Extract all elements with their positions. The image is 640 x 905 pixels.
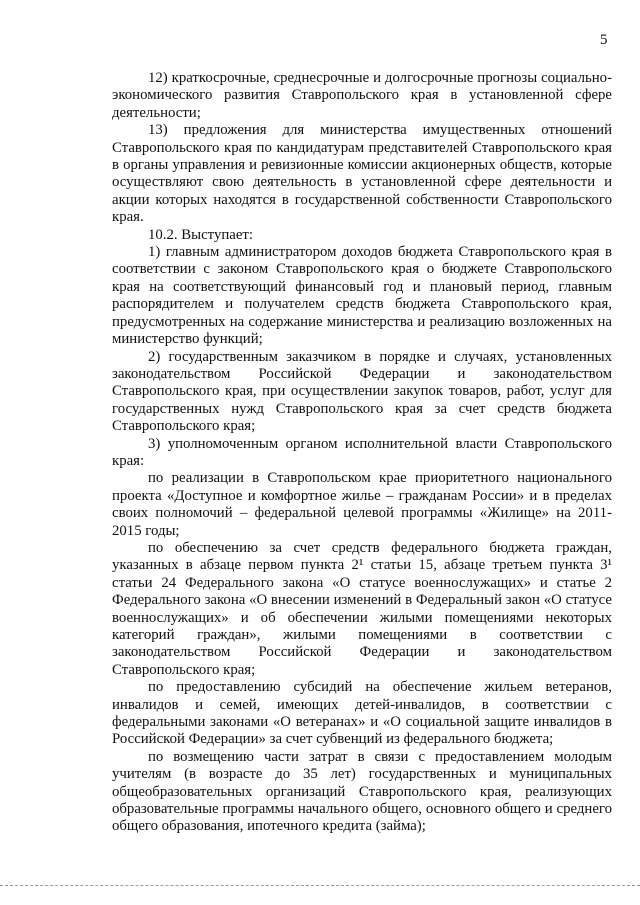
paragraph: по реализации в Ставропольском крае приоритетного национального проекта «Доступное и комфортное жилье – гражданам России» и в пределах своих полномочий – федеральной целевой программы «Жилище» на 2011-2015 годы; bbox=[112, 470, 612, 539]
paragraph: 13) предложения для министерства имущественных отношений Ставропольского края по кандидатурам представителей Ставропольского края в органы управления и ревизионные комиссии акционерных обществ, которые осуществляют свою деятельность в установленной сфере деятельности и акции которых находятся в государственной собственности Ставропольского края. bbox=[112, 122, 612, 226]
document-body bbox=[112, 70, 612, 836]
bottom-divider bbox=[0, 885, 640, 886]
paragraph: по обеспечению за счет средств федерального бюджета граждан, указанных в абзаце первом пункта 2¹ статьи 15, абзаце третьем пункта 3¹ статьи 24 Федерального закона «О статусе военнослужащих» и статье 2 Федерального закона «О внесении изменений в Федеральный закон «О статусе военнослужащих» и об обеспечении жилыми помещениями некоторых категорий граждан», жилыми помещениями в соответствии с законодательством Российской Федерации и законодательством Ставропольского края; bbox=[112, 539, 612, 678]
paragraph: 3) уполномоченным органом исполнительной власти Ставропольского края: bbox=[112, 435, 612, 469]
paragraph: 2) государственным заказчиком в порядке и случаях, установленных законодательством Российской Федерации и законодательством Ставропольского края, при осуществлении закупок товаров, работ, услуг для государственных нужд Ставропольского края за счет средств бюджета Ставропольского края; bbox=[112, 348, 612, 435]
paragraph: 12) краткосрочные, среднесрочные и долгосрочные прогнозы социально-экономического развития Ставропольского края в установленной сфере деятельности; bbox=[112, 70, 612, 121]
paragraph: по предоставлению субсидий на обеспечение жильем ветеранов, инвалидов и семей, имеющих детей-инвалидов, в соответствии с федеральными законами «О ветеранах» и «О социальной защите инвалидов в Российской Федерации» за счет субвенций из федерального бюджета; bbox=[112, 679, 612, 748]
paragraph: 10.2. Выступает: bbox=[148, 226, 253, 243]
paragraph: 1) главным администратором доходов бюджета Ставропольского края в соответствии с законом Ставропольского края о бюджете Ставропольского края на соответствующий финансовый год и плановый период, главным распорядителем и получателем средств бюджета Ставропольского края, предусмотренных на содержание министерства и реализацию возложенных на министерство функций; bbox=[112, 244, 612, 348]
paragraph: по возмещению части затрат в связи с предоставлением молодым учителям (в возрасте до 35 лет) государственных и муниципальных общеобразовательных организаций Ставропольского края, реализующих образовательные программы начального общего, основного общего и среднего общего образования, ипотечного кредита (займа); bbox=[112, 748, 612, 835]
page-number: 5 bbox=[600, 32, 608, 48]
